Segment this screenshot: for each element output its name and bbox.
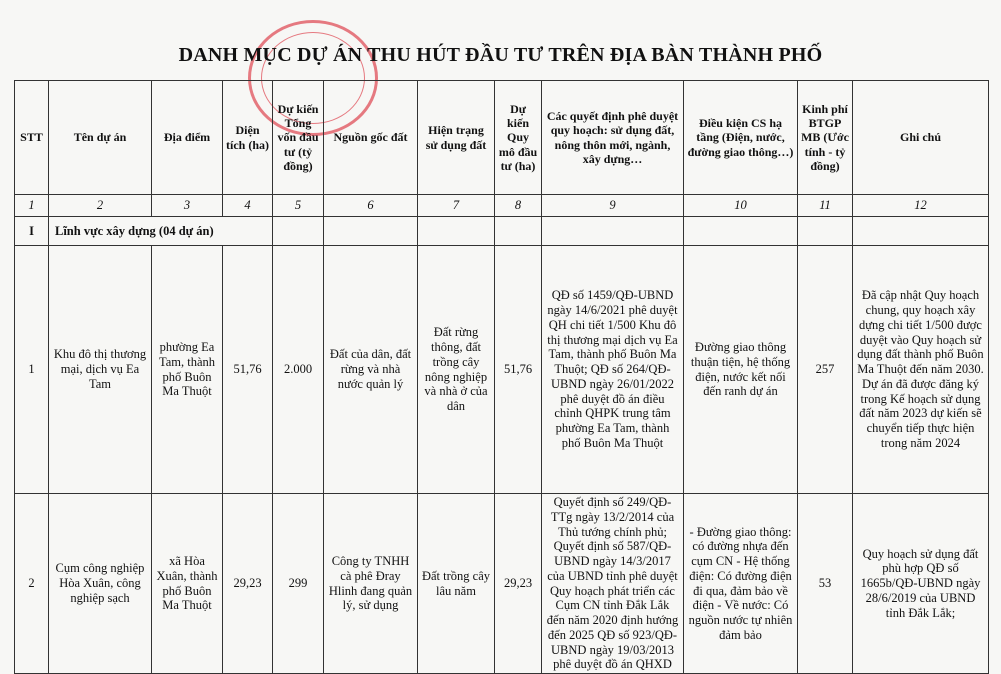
cell-decisions: QĐ số 1459/QĐ-UBND ngày 14/6/2021 phê duyệt QH chi tiết 1/500 Khu đô thị thương mại dịch vụ Ea Tam, thành phố Buôn Ma Thuột; QĐ số 264/QĐ-UBND ngày 26/01/2022 phê duyệt đồ án điều chỉnh QHPK trung tâm phường Ea Tam, thành phố Buôn Ma Thuột bbox=[542, 246, 684, 494]
column-number: 1 bbox=[15, 195, 49, 217]
column-number: 7 bbox=[418, 195, 495, 217]
header-cell: Các quyết định phê duyệt quy hoạch: sử dụng đất, nông thôn mới, ngành, xây dựng… bbox=[542, 81, 684, 195]
project-table bbox=[14, 80, 989, 674]
column-number: 12 bbox=[853, 195, 989, 217]
cell-capital: 299 bbox=[273, 494, 324, 674]
column-number: 3 bbox=[152, 195, 223, 217]
column-number: 11 bbox=[798, 195, 853, 217]
section-row bbox=[15, 217, 989, 246]
column-number: 9 bbox=[542, 195, 684, 217]
cell-stt: 1 bbox=[15, 246, 49, 494]
cell-area: 51,76 bbox=[223, 246, 273, 494]
header-cell: Kinh phí BTGP MB (Ước tính - tỷ đồng) bbox=[798, 81, 853, 195]
header-cell: STT bbox=[15, 81, 49, 195]
table-row bbox=[15, 494, 989, 674]
cell-infrastructure: - Đường giao thông: có đường nhựa đến cụm CN - Hệ thống điện: Có đường điện đi qua, đảm bảo về điện - Về nước: Có nguồn nước tự nhiên đảm bảo bbox=[684, 494, 798, 674]
cell-infrastructure: Đường giao thông thuận tiện, hệ thống điện, nước kết nối đến ranh dự án bbox=[684, 246, 798, 494]
table-row bbox=[15, 246, 989, 494]
cell-cost: 53 bbox=[798, 494, 853, 674]
section-number: I bbox=[15, 217, 49, 246]
cell-land-origin: Đất của dân, đất rừng và nhà nước quản lý bbox=[324, 246, 418, 494]
cell-current-use: Đất rừng thông, đất trồng cây nông nghiệp và nhà ở của dân bbox=[418, 246, 495, 494]
cell-stt: 2 bbox=[15, 494, 49, 674]
header-cell: Tên dự án bbox=[49, 81, 152, 195]
column-number: 4 bbox=[223, 195, 273, 217]
cell-capital: 2.000 bbox=[273, 246, 324, 494]
cell-notes: Quy hoạch sử dụng đất phù hợp QĐ số 1665b/QĐ-UBND ngày 28/6/2019 của UBND tỉnh Đắk Lắk; bbox=[853, 494, 989, 674]
column-number: 8 bbox=[495, 195, 542, 217]
page-title: DANH MỤC DỰ ÁN THU HÚT ĐẦU TƯ TRÊN ĐỊA BÀN THÀNH PHỐ bbox=[178, 44, 823, 66]
column-number: 10 bbox=[684, 195, 798, 217]
column-number: 5 bbox=[273, 195, 324, 217]
header-row bbox=[15, 81, 989, 195]
cell-notes: Đã cập nhật Quy hoạch chung, quy hoạch xây dựng chi tiết 1/500 được duyệt vào Quy hoạch sử dụng đất thành phố Buôn Ma Thuột đến năm 2030. Dự án đã được đăng ký trong Kế hoạch sử dụng đất năm 2023 dự kiến sẽ chuyển tiếp thực hiện trong năm 2024 bbox=[853, 246, 989, 494]
header-cell: Dự kiến Quy mô đầu tư (ha) bbox=[495, 81, 542, 195]
cell-location: xã Hòa Xuân, thành phố Buôn Ma Thuột bbox=[152, 494, 223, 674]
header-cell: Dự kiến Tổng vốn đầu tư (tỷ đồng) bbox=[273, 81, 324, 195]
cell-land-origin: Công ty TNHH cà phê Đray Hlinh đang quản lý, sử dụng bbox=[324, 494, 418, 674]
header-cell: Điều kiện CS hạ tầng (Điện, nước, đường giao thông…) bbox=[684, 81, 798, 195]
header-cell: Địa điểm bbox=[152, 81, 223, 195]
section-label: Lĩnh vực xây dựng (04 dự án) bbox=[49, 217, 273, 246]
header-cell: Nguồn gốc đất bbox=[324, 81, 418, 195]
cell-project-name: Khu đô thị thương mại, dịch vụ Ea Tam bbox=[49, 246, 152, 494]
column-number: 2 bbox=[49, 195, 152, 217]
column-number: 6 bbox=[324, 195, 418, 217]
cell-current-use: Đất trồng cây lâu năm bbox=[418, 494, 495, 674]
cell-project-name: Cụm công nghiệp Hòa Xuân, công nghiệp sạch bbox=[49, 494, 152, 674]
column-number-row bbox=[15, 195, 989, 217]
header-cell: Hiện trạng sử dụng đất bbox=[418, 81, 495, 195]
cell-decisions: Quyết định số 249/QĐ-TTg ngày 13/2/2014 của Thủ tướng chính phủ; Quyết định số 587/QĐ-UBND ngày 14/3/2017 của UBND tỉnh phê duyệt Quy hoạch phát triển các Cụm CN tỉnh Đắk Lắk đến năm 2020 định hướng đến 2025 QĐ số 923/QĐ-UBND ngày 19/03/2013 phê duyệt đồ án QHXD bbox=[542, 494, 684, 674]
header-cell: Ghi chú bbox=[853, 81, 989, 195]
cell-scale: 29,23 bbox=[495, 494, 542, 674]
cell-cost: 257 bbox=[798, 246, 853, 494]
cell-location: phường Ea Tam, thành phố Buôn Ma Thuột bbox=[152, 246, 223, 494]
header-cell: Diện tích (ha) bbox=[223, 81, 273, 195]
cell-scale: 51,76 bbox=[495, 246, 542, 494]
cell-area: 29,23 bbox=[223, 494, 273, 674]
